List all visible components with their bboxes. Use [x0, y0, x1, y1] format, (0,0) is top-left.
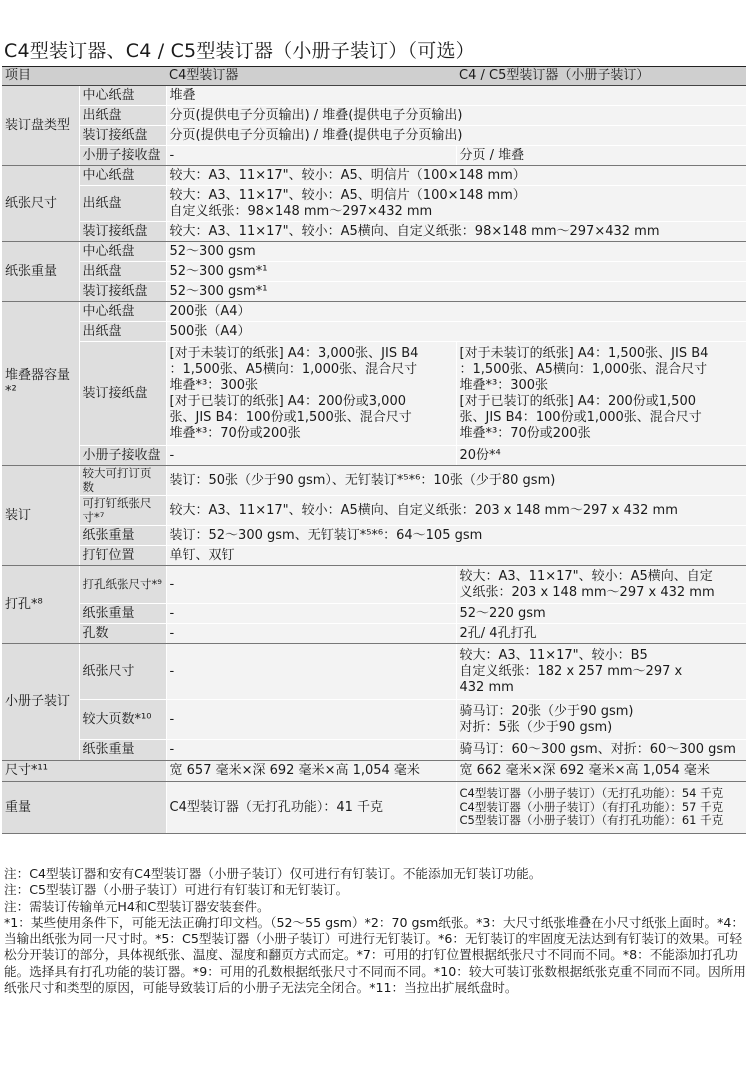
value-line: C4型装订器（小册子装订）（无打孔功能）：54 千克: [459, 786, 724, 801]
table-row: [2, 126, 746, 146]
row-value-c4: -: [166, 624, 456, 644]
value-line: 较大：A3、11×17"、较小：B5: [459, 647, 648, 663]
category-weight: 重量: [2, 782, 166, 834]
table-row: [2, 761, 746, 782]
row-value-c5: 分页 / 堆叠: [456, 146, 746, 166]
spec-table: [2, 66, 746, 834]
row-value-c5: 骑马订：60～300 gsm、对折：60～300 gsm: [456, 740, 746, 761]
value-line: 较大：A3、11×17"、较小：A5横向、自定: [459, 568, 713, 584]
value-line: 432 mm: [459, 679, 514, 695]
table-row: [2, 604, 746, 624]
row-label: 可打钉纸张尺寸*⁷: [79, 496, 166, 526]
row-label: 中心纸盘: [79, 242, 166, 262]
value-line: C4型装订器（小册子装订）（有打孔功能）：57 千克: [459, 799, 724, 814]
header-c5: C4 / C5型装订器（小册子装订）: [456, 67, 746, 86]
note: *1：某些使用条件下，可能无法正确打印文档。（52～55 gsm）*2：70 gsm纸张。*3：大尺寸纸张堆叠在小尺寸纸张上面时。*4：当输出纸张为同一尺寸时。*5：C5型装订器（小册子装订）可进行无钉装订。*6：无钉装订的牢固度无法达到有钉装订的效果。可轻松分开装订的部分，具体视纸张、温度、湿度和翻页方式而定。*7：可用的打钉位置根据纸张尺寸不同而不同。*8：不能添加打孔功能。选择具有打孔功能的装订器。*9：可用的孔数根据纸张尺寸不同而不同。*10：较大可装订张数根据纸张克重不同而不同。因所用纸张尺寸和类型的原因，可能导致装订后的小册子无法完全闭合。*11：当拉出扩展纸盘时。: [4, 914, 746, 996]
category-dimensions: 尺寸*¹¹: [2, 761, 166, 782]
table-header-row: [2, 67, 746, 86]
row-label: 孔数: [79, 624, 166, 644]
value-line: 自定义纸张：182 x 257 mm～297 x: [459, 663, 683, 679]
value-line: [对于未装订的纸张] A4：3,000张、JIS B4: [169, 345, 419, 361]
row-label: 纸张重量: [79, 740, 166, 761]
row-label: 纸张重量: [79, 604, 166, 624]
row-value: 200张（A4）: [166, 302, 746, 322]
row-value: 较大：A3、11×17"、较小：A5横向、自定义纸张：98×148 mm～297×432 mm: [166, 222, 746, 242]
table-row: [2, 624, 746, 644]
row-value: 堆叠: [166, 86, 746, 106]
table-row: [2, 644, 746, 700]
row-value-c5: 宽 662 毫米×深 692 毫米×高 1,054 毫米: [456, 761, 746, 782]
row-label: 出纸盘: [79, 322, 166, 342]
row-label: 纸张尺寸: [79, 644, 166, 700]
row-label: 中心纸盘: [79, 86, 166, 106]
row-value-c5: [456, 342, 746, 446]
value-line: 堆叠*³：70份或200张: [169, 425, 301, 441]
value-line: [对于已装订的纸张] A4：200份或3,000: [169, 393, 406, 409]
table-row: [2, 566, 746, 604]
table-row: [2, 222, 746, 242]
row-value: 较大：A3、11×17"、较小：A5、明信片（100×148 mm）: [166, 166, 746, 186]
row-value: 500张（A4）: [166, 322, 746, 342]
header-item: 项目: [2, 67, 166, 86]
value-line: 骑马订：20张（少于90 gsm): [459, 703, 634, 719]
table-row: [2, 186, 746, 222]
value-line: 较大：A3、11×17"、较小：A5、明信片（100×148 mm）: [169, 187, 526, 203]
table-row: [2, 242, 746, 262]
row-value: 52～300 gsm: [166, 242, 746, 262]
row-value: 52～300 gsm*¹: [166, 282, 746, 302]
row-value: 单钉、双钉: [166, 546, 746, 566]
table-row: [2, 146, 746, 166]
note: 注：需装订传输单元H4和C型装订器安装套件。: [4, 898, 270, 914]
row-value-c4: -: [166, 604, 456, 624]
table-row: [2, 466, 746, 496]
note: 注：C5型装订器（小册子装订）可进行有钉装订和无钉装订。: [4, 882, 349, 898]
value-line: 堆叠*³：300张: [169, 377, 259, 393]
row-value-c4: [166, 342, 456, 446]
table-row: [2, 302, 746, 322]
value-line: 张、JIS B4：100份或1,000张、混合尺寸: [459, 409, 702, 425]
value-line: [对于未装订的纸张] A4：1,500张、JIS B4: [459, 345, 709, 361]
value-line: 自定义纸张：98×148 mm～297×432 mm: [169, 203, 433, 219]
table-row: [2, 322, 746, 342]
row-label: 出纸盘: [79, 186, 166, 222]
table-row: [2, 86, 746, 106]
row-label: 装订接纸盘: [79, 342, 166, 446]
table-row: [2, 526, 746, 546]
category-paper-size: 纸张尺寸: [2, 166, 79, 242]
row-label: 装订接纸盘: [79, 126, 166, 146]
table-row: [2, 546, 746, 566]
note: 注：C4型装订器和安有C4型装订器（小册子装订）仅可进行有钉装订。不能添加无钉装订功能。: [4, 866, 542, 881]
row-label: 小册子接收盘: [79, 146, 166, 166]
row-label: 较大可打订页数: [79, 466, 166, 496]
table-row: [2, 342, 746, 446]
category-punch: 打孔*⁸: [2, 566, 79, 644]
row-label: 小册子接收盘: [79, 446, 166, 466]
table-row: [2, 700, 746, 740]
row-value-c4: -: [166, 740, 456, 761]
row-label: 较大页数*¹⁰: [79, 700, 166, 740]
category-tray-type: 装订盘类型: [2, 86, 79, 166]
value-line: 义纸张：203 x 148 mm～297 x 432 mm: [459, 584, 715, 600]
value-line: ：1,500张、A5横向：1,000张、混合尺寸: [459, 361, 708, 377]
row-value-c5: [456, 566, 746, 604]
row-label: 打钉位置: [79, 546, 166, 566]
value-line: 对折：5张（少于90 gsm): [459, 719, 613, 735]
category-paper-weight: 纸张重量: [2, 242, 79, 302]
row-value: 装订：50张（少于90 gsm）、无钉装订*⁵*⁶：10张（少于80 gsm): [166, 466, 746, 496]
row-label: 出纸盘: [79, 262, 166, 282]
value-line: 堆叠*³：70份或200张: [459, 425, 591, 441]
value-line: 张、JIS B4：100份或1,500张、混合尺寸: [169, 409, 412, 425]
table-row: [2, 782, 746, 834]
row-value-c5: 20份*⁴: [456, 446, 746, 466]
row-value-c4: -: [166, 700, 456, 740]
row-label: 装订接纸盘: [79, 222, 166, 242]
row-label: 纸张重量: [79, 526, 166, 546]
row-value-c4: -: [166, 146, 456, 166]
row-label: 中心纸盘: [79, 166, 166, 186]
row-value-c5: [456, 782, 746, 834]
value-line: 堆叠*³：300张: [459, 377, 549, 393]
row-value-c5: [456, 644, 746, 700]
category-booklet: 小册子装订: [2, 644, 79, 761]
row-label: 打孔纸张尺寸*⁹: [79, 566, 166, 604]
row-value-c4: -: [166, 446, 456, 466]
row-value-c4: -: [166, 644, 456, 700]
row-value-c5: 52～220 gsm: [456, 604, 746, 624]
row-value: 52～300 gsm*¹: [166, 262, 746, 282]
table-row: [2, 446, 746, 466]
row-value: 较大：A3、11×17"、较小：A5横向、自定义纸张：203 x 148 mm～297 x 432 mm: [166, 496, 746, 526]
table-row: [2, 166, 746, 186]
category-stapling: 装订: [2, 466, 79, 566]
row-label: 出纸盘: [79, 106, 166, 126]
page-title: C4型装订器、C4 / C5型装订器（小册子装订）（可选）: [4, 40, 475, 62]
row-value-c5: [456, 700, 746, 740]
row-value: 分页(提供电子分页输出) / 堆叠(提供电子分页输出): [166, 126, 746, 146]
row-value: 装订：52～300 gsm、无钉装订*⁵*⁶：64～105 gsm: [166, 526, 746, 546]
footnotes: [4, 866, 746, 996]
row-value-c4: C4型装订器（无打孔功能）：41 千克: [166, 782, 456, 834]
table-row: [2, 262, 746, 282]
table-row: [2, 282, 746, 302]
row-label: 中心纸盘: [79, 302, 166, 322]
category-capacity: 堆叠器容量*²: [2, 302, 79, 466]
row-value-c5: 2孔/ 4孔打孔: [456, 624, 746, 644]
value-line: [对于已装订的纸张] A4：200份或1,500: [459, 393, 696, 409]
row-value-c4: 宽 657 毫米×深 692 毫米×高 1,054 毫米: [166, 761, 456, 782]
table-row: [2, 106, 746, 126]
table-row: [2, 496, 746, 526]
row-value-c4: -: [166, 566, 456, 604]
row-value: [166, 186, 746, 222]
value-line: C5型装订器（小册子装订）（有打孔功能）：61 千克: [459, 813, 724, 828]
row-value: 分页(提供电子分页输出) / 堆叠(提供电子分页输出): [166, 106, 746, 126]
table-row: [2, 740, 746, 761]
row-label: 装订接纸盘: [79, 282, 166, 302]
value-line: ：1,500张、A5横向：1,000张、混合尺寸: [169, 361, 418, 377]
header-c4: C4型装订器: [166, 67, 456, 86]
